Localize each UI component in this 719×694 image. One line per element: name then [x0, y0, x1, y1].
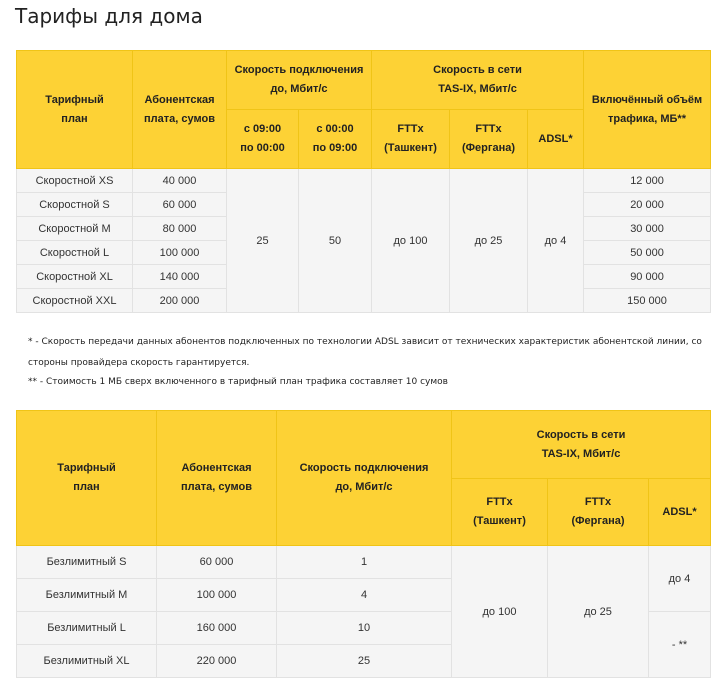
plan-fee: 220 000: [157, 645, 277, 678]
plan-name: Скоростной XXL: [17, 289, 133, 313]
header-fee: Абонентская плата, сумов: [133, 51, 227, 169]
plan-name: Скоростной S: [17, 193, 133, 217]
header-network-speed: Скорость в сети TAS-IX, Мбит/с: [452, 411, 711, 479]
plan-fee: 140 000: [133, 265, 227, 289]
table-row: [17, 546, 711, 579]
adsl-value: до 4: [528, 169, 584, 313]
plan-name: Безлимитный S: [17, 546, 157, 579]
header-fttx-fergana: FTTx (Фергана): [548, 479, 649, 546]
plan-fee: 80 000: [133, 217, 227, 241]
header-fee: Абонентская плата, сумов: [157, 411, 277, 546]
speed-day-value: 25: [227, 169, 299, 313]
plan-name: Скоростной XS: [17, 169, 133, 193]
plan-name: Скоростной M: [17, 217, 133, 241]
speed-tariffs-table: [16, 50, 711, 313]
fttx-tashkent-value: до 100: [372, 169, 450, 313]
plan-speed: 4: [277, 579, 452, 612]
traffic-volume: 90 000: [584, 265, 711, 289]
fttx-fergana-value: до 25: [450, 169, 528, 313]
header-speed: Скорость подключения до, Мбит/с: [277, 411, 452, 546]
footnote-traffic: ** - Стоимость 1 МБ сверх включенного в тарифный план трафика составляет 10 сумов: [28, 377, 448, 387]
header-network-speed: Скорость в сети TAS-IX, Мбит/с: [372, 51, 584, 110]
plan-speed: 25: [277, 645, 452, 678]
plan-name: Безлимитный XL: [17, 645, 157, 678]
fttx-fergana-value: до 25: [548, 546, 649, 678]
speed-night-value: 50: [299, 169, 372, 313]
plan-fee: 100 000: [133, 241, 227, 265]
footnote-adsl: * - Скорость передачи данных абонентов подключенных по технологии ADSL зависит от технических характеристик абонентской линии, со стороны провайдера скорость гарантируется.: [28, 337, 702, 368]
header-speed-night: с 00:00 по 09:00: [299, 110, 372, 169]
traffic-volume: 30 000: [584, 217, 711, 241]
plan-fee: 60 000: [157, 546, 277, 579]
traffic-volume: 50 000: [584, 241, 711, 265]
plan-fee: 100 000: [157, 579, 277, 612]
plan-fee: 160 000: [157, 612, 277, 645]
header-speed: Скорость подключения до, Мбит/с: [227, 51, 372, 110]
header-traffic-volume: Включённый объём трафика, МБ**: [584, 51, 711, 169]
plan-fee: 60 000: [133, 193, 227, 217]
plan-speed: 10: [277, 612, 452, 645]
fttx-tashkent-value: до 100: [452, 546, 548, 678]
plan-fee: 40 000: [133, 169, 227, 193]
header-speed-day: с 09:00 по 00:00: [227, 110, 299, 169]
plan-name: Безлимитный M: [17, 579, 157, 612]
page-title: Тарифы для дома: [15, 4, 203, 28]
traffic-volume: 150 000: [584, 289, 711, 313]
header-plan: Тарифный план: [17, 411, 157, 546]
plan-name: Скоростной XL: [17, 265, 133, 289]
header-fttx-tashkent: FTTx (Ташкент): [372, 110, 450, 169]
traffic-volume: 12 000: [584, 169, 711, 193]
plan-name: Скоростной L: [17, 241, 133, 265]
table-row: [17, 169, 711, 193]
plan-name: Безлимитный L: [17, 612, 157, 645]
header-fttx-tashkent: FTTx (Ташкент): [452, 479, 548, 546]
plan-fee: 200 000: [133, 289, 227, 313]
unlimited-tariffs-table: [16, 410, 711, 678]
header-plan: Тарифный план: [17, 51, 133, 169]
header-adsl: ADSL*: [528, 110, 584, 169]
header-fttx-fergana: FTTx (Фергана): [450, 110, 528, 169]
traffic-volume: 20 000: [584, 193, 711, 217]
adsl-value: до 4: [649, 546, 711, 612]
header-adsl: ADSL*: [649, 479, 711, 546]
plan-speed: 1: [277, 546, 452, 579]
adsl-value: - **: [649, 612, 711, 678]
